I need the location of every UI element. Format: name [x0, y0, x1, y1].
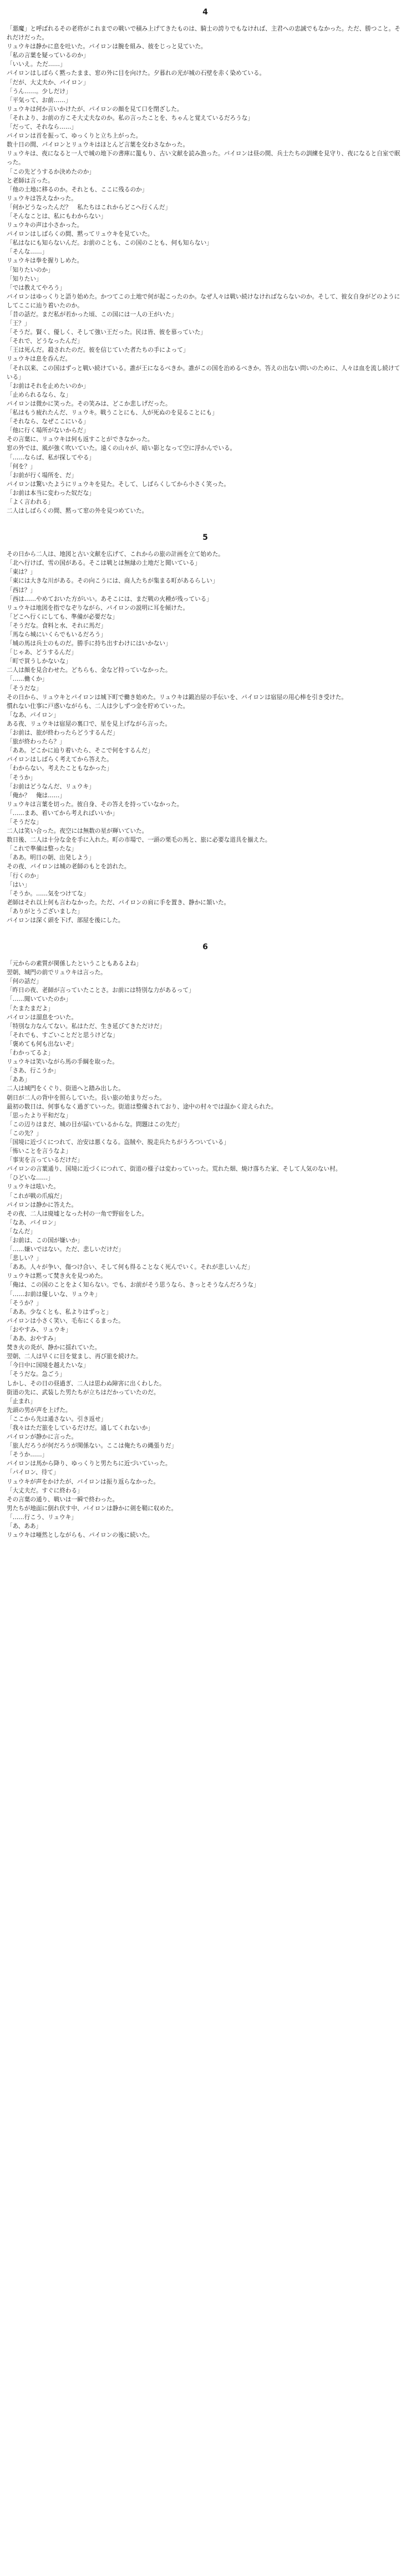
paragraph: 朝日が二人の背中を照らしていた。長い旅の始まりだった。: [7, 1094, 166, 1101]
paragraph: 「ああ」: [7, 1076, 31, 1084]
paragraph: 慣れない仕事に戸惑いながらも、二人は少しずつ金を貯めていった。: [7, 702, 189, 710]
paragraph: ある夜、リュウキは宿屋の裏口で、星を見上げながら言った。: [7, 720, 171, 727]
paragraph: 「わかってるよ」: [7, 1050, 54, 1057]
paragraph: と老師は言った。: [7, 177, 54, 184]
paragraph: 「王？」: [7, 320, 31, 327]
paragraph: 「だって、それなら……」: [7, 124, 77, 131]
paragraph: 二人は笑い合った。夜空には無数の星が輝いていた。: [7, 828, 148, 835]
paragraph: 街道の先に、武装した男たちが立ちはだかっていたのだ。: [7, 1389, 160, 1396]
paragraph: リュウキは言葉を切った。彼自身、その答えを持っていなかった。: [7, 801, 183, 808]
paragraph: 「なあ、パイロン」: [7, 711, 59, 718]
paragraph: 「東は？」: [7, 569, 36, 576]
paragraph: 二人は顔を見合わせた。どちらも、金など持っていなかった。: [7, 667, 171, 674]
paragraph: パイロンが静かに言った。: [7, 1434, 78, 1441]
paragraph: 「そうだな。食料と水、それに馬だ」: [7, 622, 107, 629]
paragraph: 「他の土地に移るのか。それとも、ここに残るのか」: [7, 186, 148, 193]
paragraph: 老師はそれ以上何も言わなかった。ただ、パイロンの肩に手を置き、静かに頷いた。: [7, 899, 230, 906]
paragraph: その言葉の通り、戦いは一瞬で終わった。: [7, 1496, 119, 1503]
paragraph: 「そんな……」: [7, 249, 48, 256]
paragraph: 「思ったより平和だな」: [7, 1112, 72, 1119]
paragraph: 「何かどうなったんだ？ 私たちはこれからどこへ行くんだ」: [7, 204, 171, 211]
paragraph: リュウキは静かに息を吐いた。パイロンは腕を組み、彼をじっと見ていた。: [7, 43, 207, 50]
paragraph: 「何を？」: [7, 463, 36, 470]
paragraph: 「元からの素質が関係したということもあるよね」: [7, 960, 142, 968]
chapter-number: 6: [202, 943, 209, 952]
paragraph: パイロンは首を振って、ゆっくりと立ち上がった。: [7, 133, 142, 140]
paragraph: 「知りたい」: [7, 275, 42, 282]
paragraph: パイロンは小さく笑い、毛布にくるまった。: [7, 1317, 124, 1324]
paragraph: 先頭の男が声を上げた。: [7, 1406, 72, 1414]
paragraph: 「ああ、おやすみ」: [7, 1335, 59, 1343]
paragraph: 「パイロン、待て」: [7, 1469, 59, 1476]
paragraph: 「これで準備は整ったな」: [7, 846, 78, 853]
paragraph: 二人は城門をくぐり、街道へと踏み出した。: [7, 1085, 124, 1092]
paragraph: 「町で買うしかないな」: [7, 658, 72, 665]
paragraph: 「褒めても何も出ないぞ」: [7, 1040, 78, 1047]
paragraph: 「悲しい？」: [7, 1255, 42, 1262]
paragraph: 「どこへ行くにしても、準備が必要だな」: [7, 613, 118, 620]
paragraph: 「北へ行けば、雪の国がある。そこは戦とは無縁の土地だと聞いている」: [7, 560, 201, 567]
section-divider: [7, 525, 404, 533]
paragraph: 「この辺りはまだ、城の目が届いているからな。問題はこの先だ」: [7, 1121, 183, 1128]
paragraph: 「大丈夫だ。すぐに終わる」: [7, 1487, 83, 1494]
paragraph: 「そうだな」: [7, 818, 42, 826]
paragraph: 「私はなにも知らないんだ。お前のことも、この国のことも、何も知らない」: [7, 240, 212, 247]
paragraph: 「さあ、行こうか」: [7, 1067, 59, 1075]
paragraph: 「そうだな」: [7, 685, 42, 692]
paragraph: リュウキは笑いながら馬の手綱を取った。: [7, 1059, 118, 1066]
paragraph: 「そうか……」: [7, 1451, 48, 1459]
paragraph: 「はい」: [7, 881, 31, 888]
paragraph: 翌朝、城門の前でリュウキは言った。: [7, 969, 106, 976]
paragraph: 「旅が終わったら？」: [7, 738, 65, 746]
paragraph: その言葉に、リュウキは何も返すことができなかった。: [7, 436, 154, 443]
paragraph: 「それで、どうなったんだ」: [7, 338, 83, 345]
paragraph: 「そうか？」: [7, 1299, 42, 1307]
paragraph: 二人はしばらくの間、黙って窓の外を見つめていた。: [7, 508, 148, 515]
paragraph: 「おやすみ、リュウキ」: [7, 1326, 72, 1333]
paragraph: 「それでも、すごいことだと思うけどな」: [7, 1031, 119, 1039]
paragraph: 「昨日の夜、老師が言っていたことさ。お前には特別な力があるって」: [7, 987, 195, 994]
paragraph: 「俺か？ 俺は……」: [7, 792, 65, 799]
paragraph: 「平気って、お前……」: [7, 97, 72, 104]
chapter-section: [7, 8, 404, 515]
paragraph: 「いいえ。ただ……」: [7, 61, 66, 68]
paragraph: 「この先？」: [7, 1130, 42, 1137]
paragraph: 「なんだ」: [7, 1228, 36, 1235]
paragraph: 「私の言葉を疑っているのか」: [7, 52, 89, 59]
paragraph: 「……働くか」: [7, 676, 48, 683]
chapter-number: 5: [202, 533, 209, 543]
paragraph: 「そうだな。急ごう」: [7, 1371, 65, 1378]
paragraph: その日から二人は、地図と古い文献を広げて、これからの旅の計画を立て始めた。: [7, 551, 224, 558]
paragraph: リュウキは呟いた。: [7, 1183, 60, 1191]
paragraph: その夜、パイロンは城の老師のもとを訪れた。: [7, 863, 130, 871]
paragraph: 「ああ。どこかに辿り着いたら、そこで何をするんだ」: [7, 747, 154, 755]
paragraph: 「それ以来、この国はずっと戦い続けている。誰が王になるべきか。誰がこの国を治めるべきか。答えの出ない問いのために、人々は血を流し続けている」: [7, 365, 400, 381]
paragraph: 「そうか」: [7, 774, 36, 781]
paragraph: 「俺は、この国のことをよく知らない。でも、お前がそう思うなら、きっとそうなんだろうな」: [7, 1282, 260, 1289]
paragraph: 「ありがとうございました」: [7, 908, 83, 915]
paragraph: 「お前はそれを止めたいのか」: [7, 382, 89, 389]
paragraph: 「西は……やめておいた方がいい。あそこには、まだ戦の火種が残っている」: [7, 595, 212, 603]
paragraph: 「そうか。……気をつけてな」: [7, 890, 89, 897]
paragraph: 「特別な力なんてない。私はただ、生き延びてきただけだ」: [7, 1023, 166, 1030]
chapter-section: [7, 943, 404, 1540]
paragraph: 「この先どうするか決めたのか」: [7, 168, 95, 175]
paragraph: 「だが、大丈夫か、パイロン」: [7, 79, 89, 86]
paragraph: リュウキは答えなかった。: [7, 195, 77, 202]
paragraph: パイロンはゆっくりと語り始めた。かつてこの土地で何が起こったのか。なぜ人々は戦い続けなければならないのか。そして、彼女自身がどのようにしてここに辿り着いたのか。: [7, 293, 400, 309]
paragraph: リュウキは黙って焚き火を見つめた。: [7, 1273, 106, 1280]
paragraph: 「あ、ああ」: [7, 1523, 42, 1530]
paragraph: 「私はもう疲れたんだ、リュウキ。戦うことにも、人が死ぬのを見ることにも」: [7, 409, 218, 417]
paragraph: パイロンは静かに答えた。: [7, 1201, 78, 1208]
paragraph: 「何の話だ」: [7, 978, 42, 985]
paragraph: 「そうだ。賢く、優しく、そして強い王だった。民は皆、彼を慕っていた」: [7, 329, 206, 336]
paragraph: パイロンは驚いたようにリュウキを見た。そして、しばらくしてから小さく笑った。: [7, 480, 230, 488]
paragraph: 「旅人だろうが何だろうが関係ない。ここは俺たちの縄張りだ」: [7, 1443, 177, 1450]
paragraph: リュウキは地図を指でなぞりながら、パイロンの説明に耳を傾けた。: [7, 604, 189, 611]
paragraph: 「行くのか」: [7, 872, 42, 879]
paragraph: 「事実を言っているだけだ」: [7, 1157, 83, 1164]
paragraph: 「お前は、この国が嫌いか」: [7, 1237, 83, 1244]
paragraph: 「ああ。人々が争い、傷つけ合い、そして何も得ることなく死んでいく。それが悲しいんだ」: [7, 1264, 253, 1271]
paragraph: 「西は？」: [7, 586, 36, 594]
paragraph: 「昔の話だ。まだ私が若かった頃、この国には一人の王がいた」: [7, 311, 177, 318]
paragraph: 「我々はただ旅をしているだけだ。通してくれないか」: [7, 1424, 154, 1431]
paragraph: 「止まれ」: [7, 1398, 36, 1405]
paragraph: 「止められるなら、な」: [7, 391, 72, 398]
paragraph: 「……聞いていたのか」: [7, 996, 72, 1003]
paragraph: 最初の数日は、何事もなく過ぎていった。街道は整備されており、途中の村々では温かく迎えられた。: [7, 1103, 277, 1110]
paragraph: パイロンの言葉通り、国境に近づくにつれて、街道の様子は変わっていった。荒れた畑、焼け落ちた家、そして人気のない村。: [7, 1166, 342, 1173]
paragraph: その夜、二人は廃墟となった村の一角で野宿をした。: [7, 1210, 148, 1217]
section-divider: [7, 935, 404, 943]
paragraph: その日から、リュウキとパイロンは城下町で働き始めた。リュウキは鍛冶屋の手伝いを、パイロンは宿屋の用心棒を引き受けた。: [7, 694, 347, 701]
paragraph: 「ここから先は通さない。引き返せ」: [7, 1415, 107, 1423]
paragraph: 「……お前は優しいな、リュウキ」: [7, 1290, 101, 1298]
paragraph: 「お前が行く場所を、だ」: [7, 472, 78, 479]
paragraph: パイロンはしばらくの間、黙ってリュウキを見ていた。: [7, 231, 154, 238]
paragraph: 「よく言われる」: [7, 498, 54, 505]
paragraph: リュウキは唖然としながらも、パイロンの後に続いた。: [7, 1532, 154, 1539]
paragraph: 「悪魔」と呼ばれるその老将がこれまでの戦いで積み上げてきたものは、騎士の誇りでもなければ、主君への忠誠でもなかった。ただ、勝つこと。それだけだった。: [7, 26, 400, 42]
paragraph: 「国境に近づくにつれて、治安は悪くなる。盗賊や、脱走兵たちがうろついている」: [7, 1138, 230, 1146]
paragraph: リュウキは何か言いかけたが、パイロンの顔を見て口を閉ざした。: [7, 105, 183, 113]
paragraph: 「お前は本当に変わった奴だな」: [7, 489, 95, 497]
paragraph: 「知りたいのか」: [7, 266, 54, 274]
paragraph: 窓の外では、風が強く吹いていた。遠くの山々が、暗い影となって空に浮かんでいる。: [7, 445, 236, 452]
paragraph: 「お前は、旅が終わったらどうするんだ」: [7, 730, 119, 737]
paragraph: 翌朝、二人は早くに目を覚まし、再び旅を続けた。: [7, 1353, 142, 1360]
chapter-section: [7, 533, 404, 925]
paragraph: しかし、その日の昼過ぎ、二人は思わぬ障害に出くわした。: [7, 1380, 165, 1387]
paragraph: 「王は死んだ。殺されたのだ。彼を信じていた者たちの手によって」: [7, 347, 189, 354]
paragraph: 「これが戦の爪痕だ」: [7, 1192, 65, 1200]
paragraph: 「……まあ、着いてから考えればいいか」: [7, 809, 118, 817]
paragraph: 「そんなことは、私にもわからない」: [7, 212, 107, 220]
paragraph: 「では教えてやろう」: [7, 284, 65, 291]
paragraph: 「わからない。考えたこともなかった」: [7, 765, 113, 772]
paragraph: パイロンは微かに笑った。その笑みは、どこか悲しげだった。: [7, 400, 171, 407]
paragraph: リュウキは拳を握りしめた。: [7, 257, 83, 265]
paragraph: リュウキが声をかけたが、パイロンは振り返らなかった。: [7, 1478, 160, 1485]
paragraph: 「ああ。少なくとも、私よりはずっと」: [7, 1308, 112, 1315]
paragraph: 「城の馬は兵士のものだ。勝手に持ち出すわけにはいかない」: [7, 640, 171, 647]
paragraph: リュウキは息を呑んだ。: [7, 356, 72, 363]
paragraph: 「……行こう、リュウキ」: [7, 1514, 77, 1521]
paragraph: 「馬なら城にいくらでもいるだろう」: [7, 631, 106, 638]
chapter-number: 4: [202, 8, 209, 17]
paragraph: リュウキは、夜になると一人で城の地下の書庫に籠もり、古い文献を読み漁った。パイロンは昼の間、兵士たちの訓練を見守り、夜になると自室で眠った。: [7, 150, 400, 166]
paragraph: 「なあ、パイロン」: [7, 1219, 59, 1226]
paragraph: パイロンはしばらく考えてから答えた。: [7, 756, 113, 763]
paragraph: 「うん……。少しだけ」: [7, 88, 72, 95]
paragraph: パイロンは溜息をついた。: [7, 1014, 78, 1021]
paragraph: 「それより、お前の方こそ大丈夫なのか。私の言ったことを、ちゃんと覚えているだろうな」: [7, 114, 253, 122]
paragraph: パイロンは馬から降り、ゆっくりと男たちに近づいていった。: [7, 1460, 171, 1467]
paragraph: 「じゃあ、どうするんだ」: [7, 649, 77, 656]
paragraph: リュウキの声は小さかった。: [7, 222, 83, 229]
paragraph: 「今日中に国境を越えたいな」: [7, 1362, 89, 1369]
paragraph: 焚き火の炎が、静かに揺れていた。: [7, 1344, 101, 1352]
paragraph: パイロンはしばらく黙ったまま、窓の外に目を向けた。夕暮れの光が城の石壁を赤く染めている。: [7, 70, 266, 77]
paragraph: 「東には大きな川がある。その向こうには、商人たちが集まる町があるらしい」: [7, 578, 219, 585]
paragraph: 「他に行く場所がないからだ」: [7, 427, 89, 434]
paragraph: 「……ならば、私が探してやる」: [7, 454, 95, 461]
paragraph: 「……嫌いではない。ただ、悲しいだけだ」: [7, 1246, 124, 1253]
paragraph: 数日後、二人は十分な金を手に入れた。町の市場で、一頭の栗毛の馬と、旅に必要な道具を揃えた。: [7, 837, 271, 844]
paragraph: 「お前はどうなんだ、リュウキ」: [7, 783, 95, 790]
paragraph: 「たまたまだよ」: [7, 1005, 54, 1012]
paragraph: 男たちが地面に倒れ伏す中、パイロンは静かに剣を鞘に収めた。: [7, 1505, 177, 1512]
paragraph: 数十日の間、パイロンとリュウキはほとんど言葉を交わさなかった。: [7, 141, 189, 149]
paragraph: 「怖いことを言うなよ」: [7, 1148, 72, 1155]
paragraph: 「ひどいな……」: [7, 1175, 54, 1182]
paragraph: 「ああ。明日の朝、出発しよう」: [7, 854, 95, 862]
paragraph: パイロンは深く頭を下げ、部屋を後にした。: [7, 917, 124, 924]
paragraph: 「それなら、なぜここにいる」: [7, 418, 89, 426]
